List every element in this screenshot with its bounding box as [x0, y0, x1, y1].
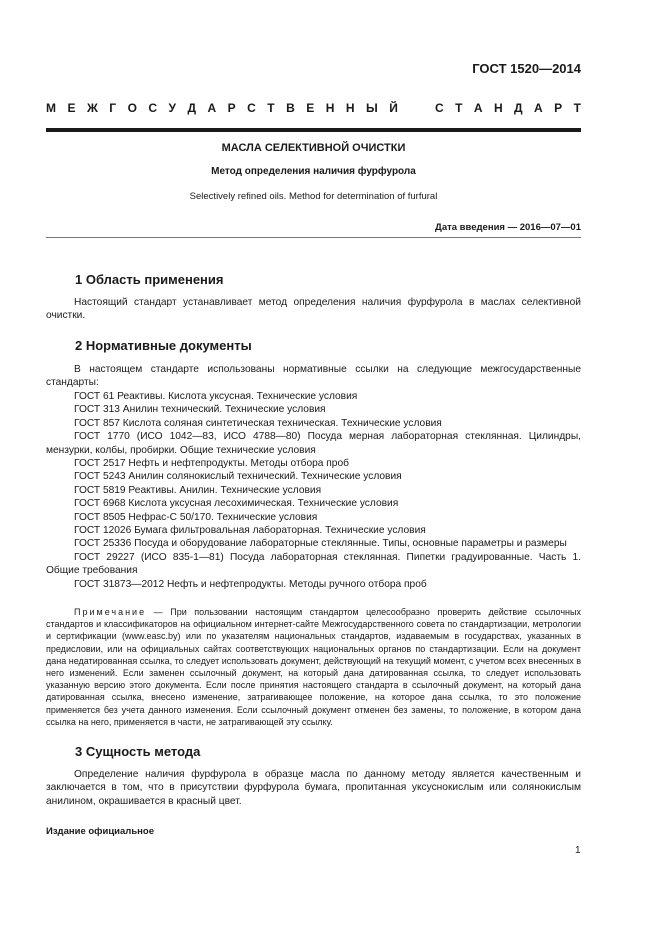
section-2-text: В настоящем стандарте использованы нормативные ссылки на следующие межгосударственные стандарты:: [46, 364, 581, 389]
section-2-heading: 2 Нормативные документы: [75, 338, 252, 353]
official-edition-label: Издание официальное: [46, 826, 154, 837]
list-item: ГОСТ 1770 (ИСО 1042—83, ИСО 4788—80) Посуда мерная лабораторная стеклянная. Цилиндры, мензурки, колбы, пробирки. Общие технические условия: [46, 431, 581, 456]
standard-type-banner: [46, 101, 581, 115]
document-title: МАСЛА СЕЛЕКТИВНОЙ ОЧИСТКИ: [221, 142, 406, 154]
list-item: ГОСТ 29227 (ИСО 835-1—81) Посуда лабораторная стеклянная. Пипетки градуированные. Часть 1. Общие требования: [46, 551, 581, 577]
list-item: ГОСТ 857 Кислота соляная синтетическая техническая. Технические условия: [74, 417, 442, 429]
list-item: ГОСТ 313 Анилин технический. Технические условия: [74, 404, 326, 416]
list-item: ГОСТ 12026 Бумага фильтровальная лабораторная. Технические условия: [74, 525, 426, 537]
list-item: ГОСТ 5243 Анилин солянокислый технический. Технические условия: [74, 471, 402, 483]
list-item: ГОСТ 2517 Нефть и нефтепродукты. Методы отбора проб: [74, 458, 349, 470]
header-rule: [46, 128, 581, 132]
list-item: ГОСТ 6968 Кислота уксусная лесохимическая. Технические условия: [74, 498, 399, 510]
page-number: 1: [575, 845, 581, 856]
introduction-date: Дата введения — 2016—07—01: [435, 222, 581, 233]
list-item: ГОСТ 8505 Нефрас-С 50/170. Технические условия: [74, 511, 318, 523]
references-note: [46, 606, 581, 728]
list-item: ГОСТ 5819 Реактивы. Анилин. Технические условия: [74, 484, 322, 496]
list-item: ГОСТ 31873—2012 Нефть и нефтепродукты. Методы ручного отбора проб: [74, 578, 427, 590]
note-text: — При пользовании настоящим стандартом целесообразно проверить действие ссылочных стандартов и классификаторов на официальном интернет-сайте Межгосударственного совета по стандартизации, метрологии и сертификации (www.easc.by) или по указателям национальных стандартов, издаваемым в государствах, указанных в предисловии, или на официальных сайтах соответствующих национальных органов по стандартизации. Если на документ дана недатированная ссылка, то следует использовать документ, действующий на текущий момент, с учетом всех внесенных в него изменений. Если заменен ссылочный документ, на который дана датированная ссылка, то следует использовать указанную версию этого документа. Если после принятия настоящего стандарта в ссылочный документ, на который дана датированная ссылка, внесено изменение, затрагивающее положение, на которое дана ссылка, то это положение применяется без учета данного изменения. Если ссылочный документ отменен без замены, то положение, в котором дана ссылка на него, применяется в части, не затрагивающей эту ссылку.: [46, 607, 581, 727]
title-divider: [46, 237, 581, 238]
section-3-text: Определение наличия фурфурола в образце масла по данному методу является качественным и заключается в том, что в присутствии фурфурола бумага, пропитанная уксуснокислым или солянокислым анилином, окрашивается в красный цвет.: [46, 769, 581, 807]
note-label: Примечание: [74, 607, 147, 617]
list-item: ГОСТ 61 Реактивы. Кислота уксусная. Технические условия: [74, 391, 358, 402]
standard-word-interstate: М Е Ж Г О С У Д А Р С Т В Е Н Н Ы Й: [46, 101, 398, 115]
document-subtitle: Метод определения наличия фурфурола: [211, 166, 416, 177]
section-1-text: Настоящий стандарт устанавливает метод определения наличия фурфурола в маслах селективной очистки.: [46, 297, 581, 322]
gost-number: ГОСТ 1520—2014: [472, 61, 581, 76]
english-title: Selectively refined oils. Method for determination of furfural: [189, 191, 438, 202]
normative-references-list: [46, 390, 581, 591]
list-item: ГОСТ 25336 Посуда и оборудование лабораторные стеклянные. Типы, основные параметры и размеры: [74, 538, 567, 550]
section-3-heading: 3 Сущность метода: [75, 744, 201, 759]
section-1-heading: 1 Область применения: [75, 272, 224, 287]
standard-word-standard: С Т А Н Д А Р Т: [435, 101, 581, 115]
